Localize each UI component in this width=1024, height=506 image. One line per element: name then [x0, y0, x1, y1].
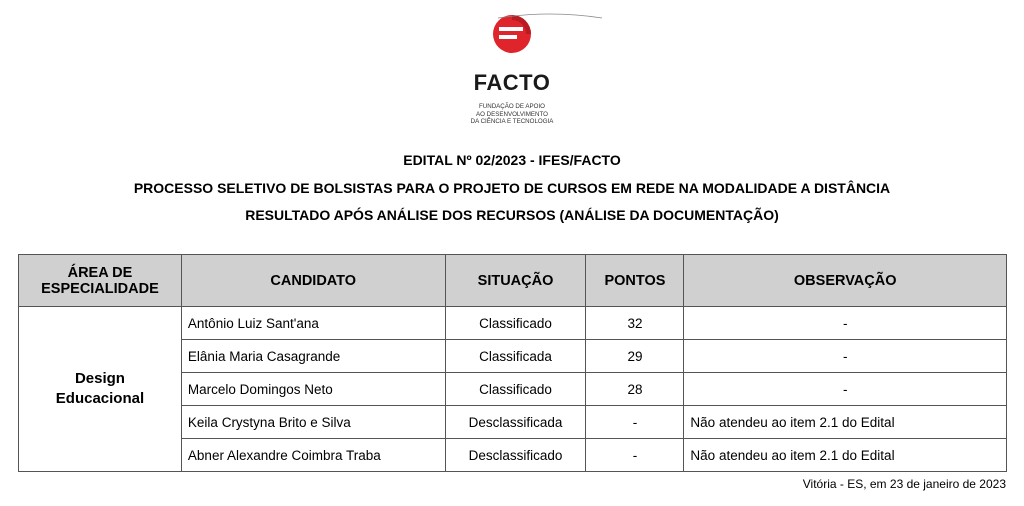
- table-row: [19, 307, 1007, 340]
- column-header-candidato: CANDIDATO: [181, 255, 445, 307]
- observacao-cell: -: [684, 340, 1007, 373]
- candidato-cell: Abner Alexandre Coimbra Traba: [181, 439, 445, 472]
- column-header-pontos: PONTOS: [586, 255, 684, 307]
- logo-sub-line: DA CIÊNCIA E TECNOLOGIA: [470, 118, 554, 126]
- candidato-cell: Marcelo Domingos Neto: [181, 373, 445, 406]
- pontos-cell: -: [586, 406, 684, 439]
- situacao-cell: Classificado: [445, 307, 586, 340]
- candidato-cell: Antônio Luiz Sant'ana: [181, 307, 445, 340]
- column-header-situacao: SITUAÇÃO: [445, 255, 586, 307]
- column-header-area: [19, 255, 182, 307]
- facto-logo: [452, 12, 572, 126]
- table-header-row: [19, 255, 1007, 307]
- logo-sub-line: FUNDAÇÃO DE APOIO: [478, 103, 545, 110]
- column-header-area-line: ESPECIALIDADE: [41, 280, 159, 297]
- candidato-cell: Keila Crystyna Brito e Silva: [181, 406, 445, 439]
- column-header-area-line: ÁREA DE: [67, 264, 133, 281]
- results-table: [18, 254, 1007, 472]
- processo-title: PROCESSO SELETIVO DE BOLSISTAS PARA O PROJETO DE CURSOS EM REDE NA MODALIDADE A DISTÂNCIA: [133, 180, 891, 196]
- candidato-cell: Elânia Maria Casagrande: [181, 340, 445, 373]
- column-header-observacao: OBSERVAÇÃO: [684, 255, 1007, 307]
- pontos-cell: 29: [586, 340, 684, 373]
- observacao-cell: Não atendeu ao item 2.1 do Edital: [684, 439, 1007, 472]
- pontos-cell: 28: [586, 373, 684, 406]
- observacao-cell: Não atendeu ao item 2.1 do Edital: [684, 406, 1007, 439]
- situacao-cell: Desclassificado: [445, 439, 586, 472]
- situacao-cell: Desclassificada: [445, 406, 586, 439]
- resultado-title: RESULTADO APÓS ANÁLISE DOS RECURSOS (ANÁLISE DA DOCUMENTAÇÃO): [245, 207, 779, 223]
- area-line: Design: [74, 370, 125, 387]
- place-date: Vitória - ES, em 23 de janeiro de 2023: [802, 477, 1006, 491]
- pontos-cell: 32: [586, 307, 684, 340]
- area-cell: [19, 307, 182, 472]
- logo-sub-line: AO DESENVOLVIMENTO: [476, 110, 548, 118]
- edital-title: EDITAL Nº 02/2023 - IFES/FACTO: [403, 152, 621, 168]
- logo-subtitle: [452, 103, 572, 126]
- observacao-cell: -: [684, 307, 1007, 340]
- situacao-cell: Classificado: [445, 373, 586, 406]
- pontos-cell: -: [586, 439, 684, 472]
- logo-wordmark: FACTO: [473, 70, 551, 95]
- area-line: Educacional: [55, 390, 145, 407]
- observacao-cell: -: [684, 373, 1007, 406]
- situacao-cell: Classificada: [445, 340, 586, 373]
- logo-swoosh: [490, 12, 610, 20]
